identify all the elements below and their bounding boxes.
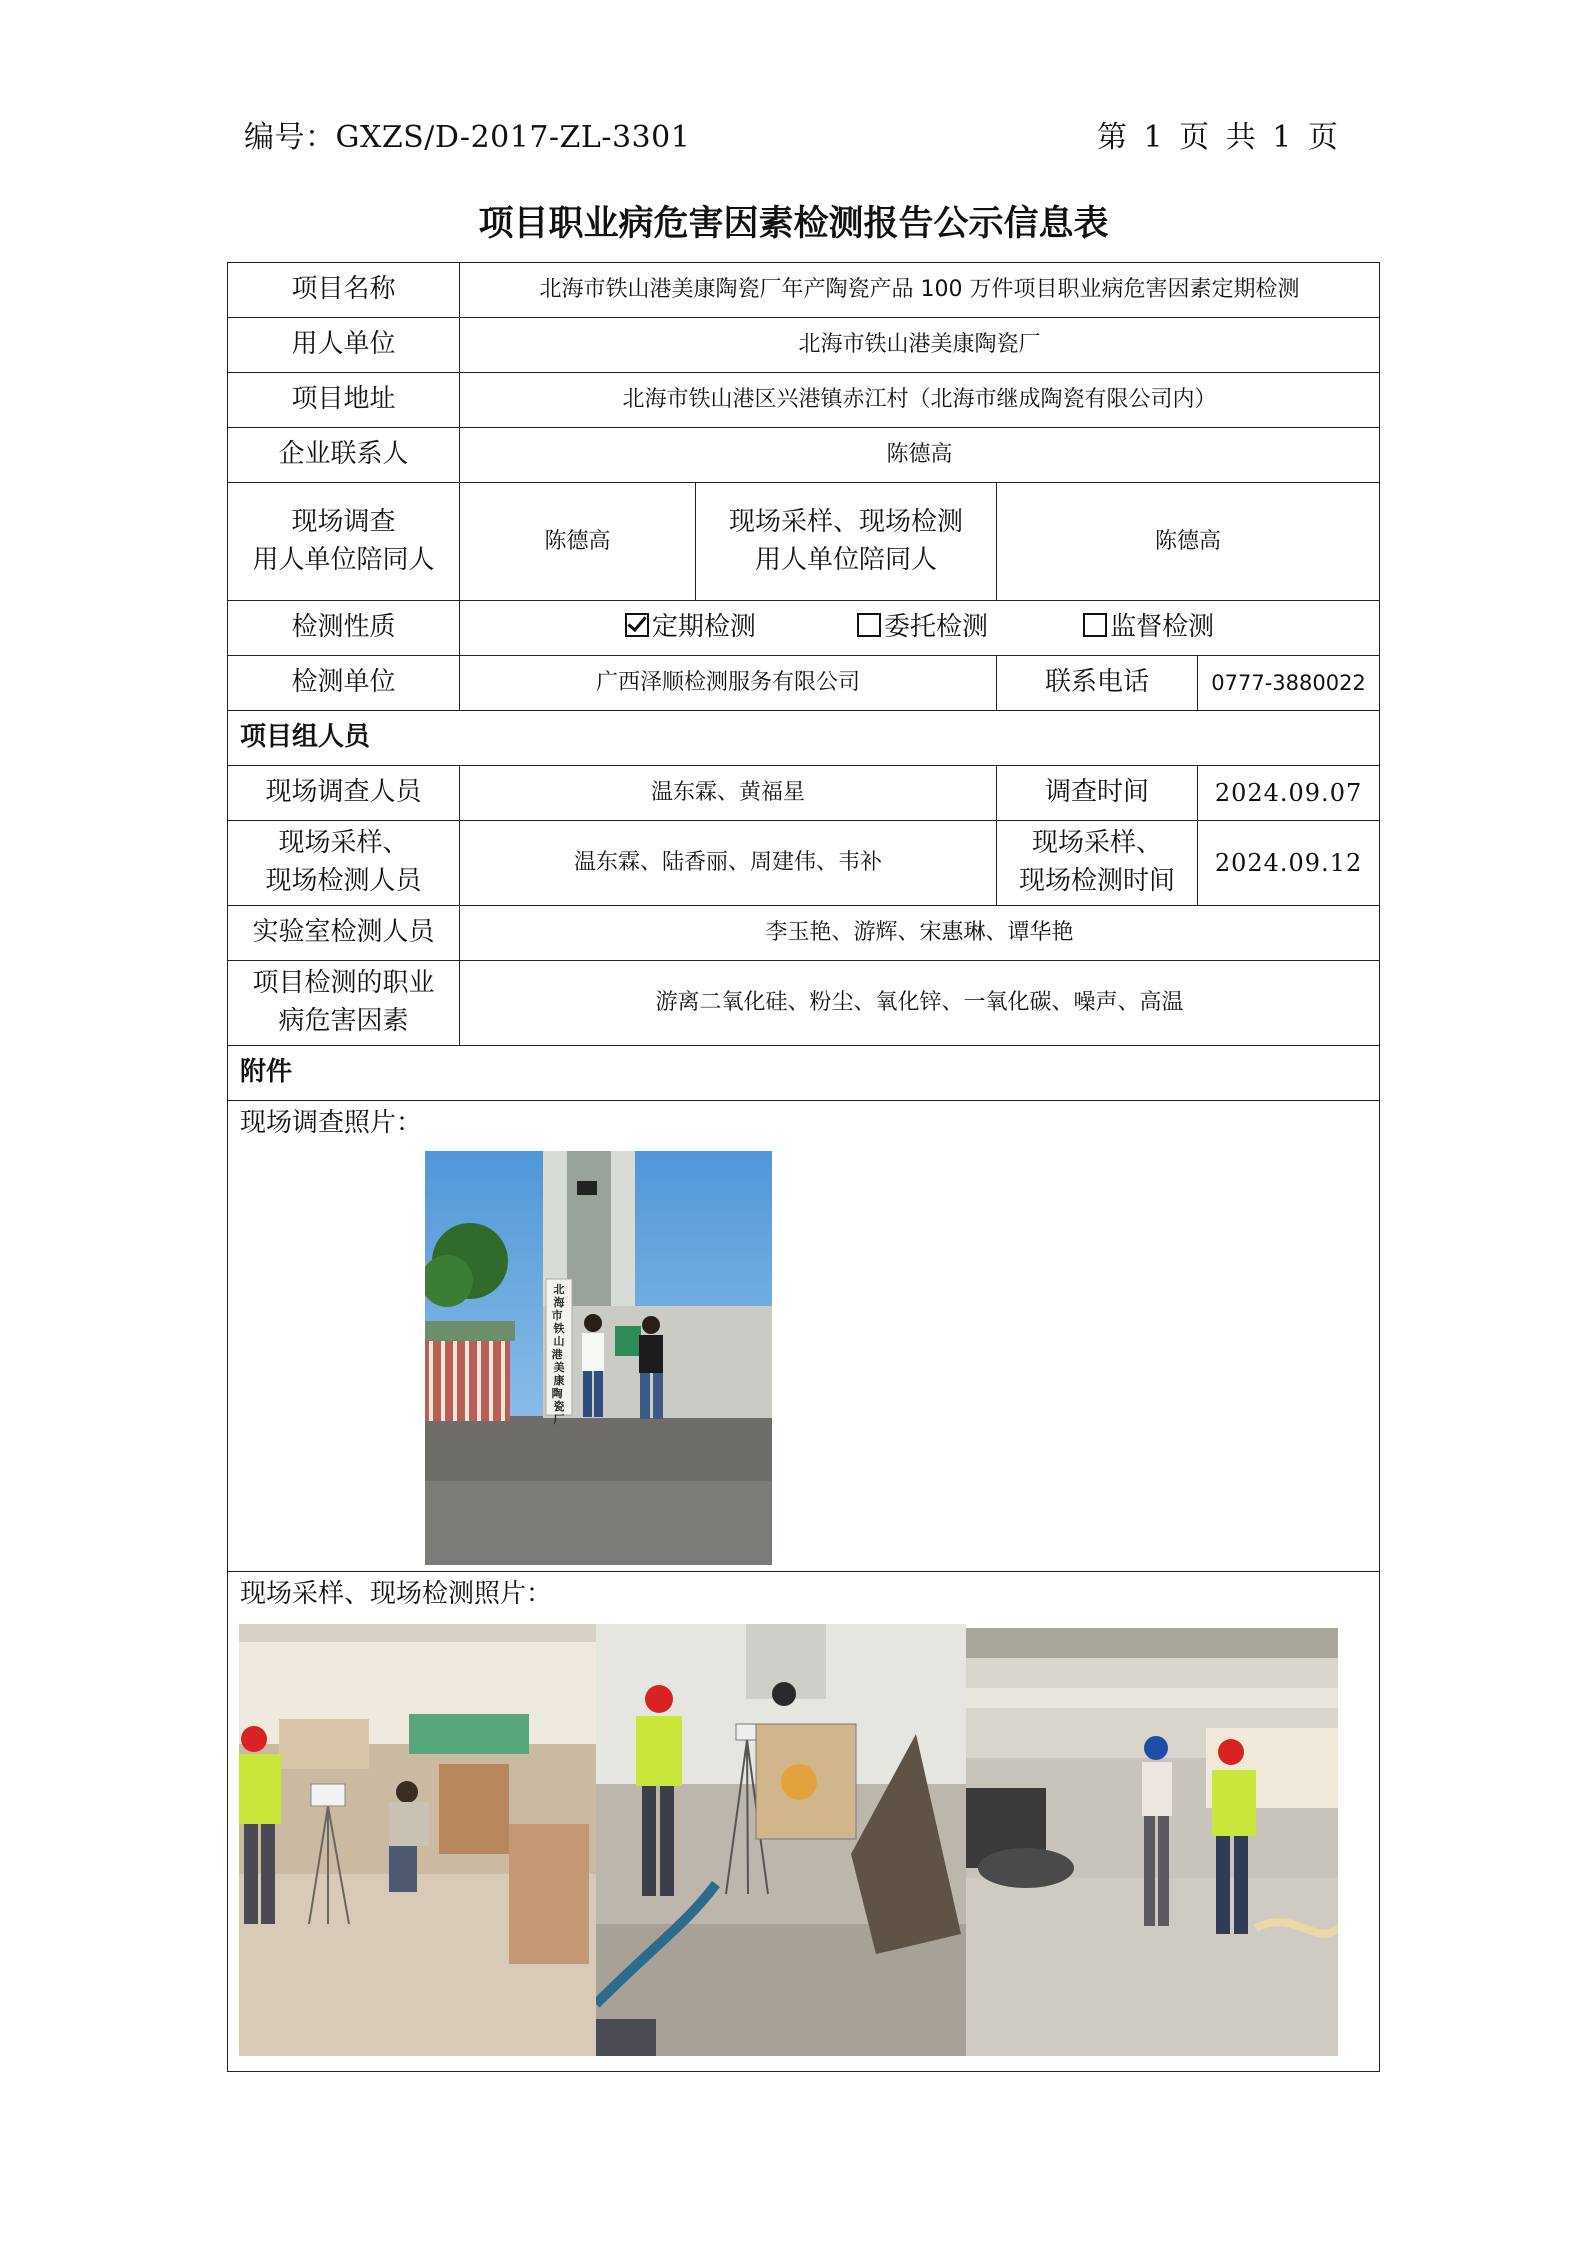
- sampling-staff-label-line2: 现场检测人员: [265, 866, 422, 896]
- phone-label: 联系电话: [997, 656, 1198, 711]
- survey-staff-value: 温东霖、黄福星: [460, 766, 997, 821]
- survey-photo-image: [425, 1151, 772, 1565]
- row-team-section: [228, 711, 1380, 766]
- row-unit: [228, 656, 1380, 711]
- team-section-title: 项目组人员: [228, 711, 1380, 766]
- row-project-name: [228, 263, 1380, 318]
- row-attachments-section: [228, 1046, 1380, 1101]
- option-supervisory[interactable]: [1083, 609, 1214, 647]
- document-number: 编号：GXZS/D-2017-ZL-3301: [244, 120, 691, 155]
- option-supervisory-label: 监督检测: [1110, 612, 1215, 643]
- sampling-photo-3: [966, 1628, 1338, 2056]
- option-commissioned[interactable]: [857, 609, 988, 647]
- hazards-label: [228, 961, 460, 1046]
- survey-time-label: 调查时间: [997, 766, 1198, 821]
- sampling-time-label-line2: 现场检测时间: [1018, 866, 1175, 896]
- sampling-staff-label-line1: 现场采样、: [278, 828, 409, 859]
- sampling-companion-value: 陈德高: [997, 483, 1380, 601]
- row-sampling-photos: [228, 1571, 1380, 2071]
- sampling-companion-label-line1: 现场采样、现场检测: [728, 506, 963, 537]
- sampling-companion-label: [696, 483, 997, 601]
- survey-companion-value: 陈德高: [460, 483, 696, 601]
- row-nature: [228, 601, 1380, 656]
- row-survey-photos: [228, 1101, 1380, 1572]
- row-address: [228, 373, 1380, 428]
- page-title: 项目职业病危害因素检测报告公示信息表: [478, 204, 1109, 244]
- survey-companion-label: [228, 483, 460, 601]
- sampling-photo-1-image: [239, 1624, 596, 2056]
- option-commissioned-label: 委托检测: [884, 612, 989, 643]
- attachments-section-title: 附件: [228, 1046, 1380, 1101]
- row-lab-staff: [228, 906, 1380, 961]
- row-companions: [228, 483, 1380, 601]
- sampling-photo-2-image: [596, 1624, 966, 2056]
- contact-value: 陈德高: [460, 428, 1380, 483]
- checkbox-unchecked-icon[interactable]: [857, 613, 881, 637]
- sampling-staff-value: 温东霖、陆香丽、周建伟、韦补: [460, 821, 997, 906]
- row-hazards: [228, 961, 1380, 1046]
- hazards-label-line1: 项目检测的职业: [252, 968, 435, 999]
- row-sampling-staff: [228, 821, 1380, 906]
- employer-label: 用人单位: [228, 318, 460, 373]
- unit-label: 检测单位: [228, 656, 460, 711]
- option-periodic-label: 定期检测: [651, 612, 756, 643]
- survey-photo-title: 现场调查照片：: [240, 1108, 423, 1138]
- project-name-label: 项目名称: [228, 263, 460, 318]
- hazards-label-line2: 病危害因素: [278, 1006, 409, 1036]
- survey-photo-cell: [228, 1101, 1380, 1572]
- contact-label: 企业联系人: [228, 428, 460, 483]
- survey-companion-label-line1: 现场调查: [291, 506, 396, 537]
- sampling-photo-3-image: [966, 1628, 1338, 2056]
- survey-companion-label-line2: 用人单位陪同人: [252, 544, 435, 575]
- row-survey-staff: [228, 766, 1380, 821]
- address-label: 项目地址: [228, 373, 460, 428]
- sampling-photo-title: 现场采样、现场检测照片：: [240, 1578, 553, 1609]
- sampling-time-label-line1: 现场采样、: [1031, 828, 1162, 859]
- address-value: 北海市铁山港区兴港镇赤江村（北海市继成陶瓷有限公司内）: [460, 373, 1380, 428]
- employer-value: 北海市铁山港美康陶瓷厂: [460, 318, 1380, 373]
- option-periodic[interactable]: [625, 609, 756, 647]
- checkbox-checked-icon[interactable]: [625, 613, 649, 637]
- hazards-value: 游离二氧化硅、粉尘、氧化锌、一氧化碳、噪声、高温: [460, 961, 1380, 1046]
- gate-sign-text: 北海市 铁山港 美康陶 瓷厂: [551, 1282, 565, 1426]
- row-employer: [228, 318, 1380, 373]
- sampling-photo-2: [596, 1624, 966, 2056]
- nature-options: [460, 601, 1380, 656]
- sampling-time-value: 2024.09.12: [1198, 821, 1380, 906]
- phone-value: 0777-3880022: [1198, 656, 1380, 711]
- lab-staff-label: 实验室检测人员: [228, 906, 460, 961]
- survey-time-value: 2024.09.07: [1198, 766, 1380, 821]
- sampling-time-label: [997, 821, 1198, 906]
- lab-staff-value: 李玉艳、游辉、宋惠琳、谭华艳: [460, 906, 1380, 961]
- survey-staff-label: 现场调查人员: [228, 766, 460, 821]
- sampling-photo-cell: [228, 1571, 1380, 2071]
- page-info: 第 1 页 共 1 页: [1097, 120, 1339, 155]
- sampling-photo-1: [239, 1624, 596, 2056]
- checkbox-unchecked-icon[interactable]: [1083, 613, 1107, 637]
- sampling-staff-label: [228, 821, 460, 906]
- row-contact: [228, 428, 1380, 483]
- project-name-value: 北海市铁山港美康陶瓷厂年产陶瓷产品 100 万件项目职业病危害因素定期检测: [460, 263, 1380, 318]
- survey-photo: [425, 1151, 772, 1565]
- sampling-companion-label-line2: 用人单位陪同人: [754, 544, 937, 575]
- unit-value: 广西泽顺检测服务有限公司: [460, 656, 997, 711]
- nature-label: 检测性质: [228, 601, 460, 656]
- sampling-photo-strip: [239, 1624, 1379, 2056]
- info-table: [227, 262, 1380, 2072]
